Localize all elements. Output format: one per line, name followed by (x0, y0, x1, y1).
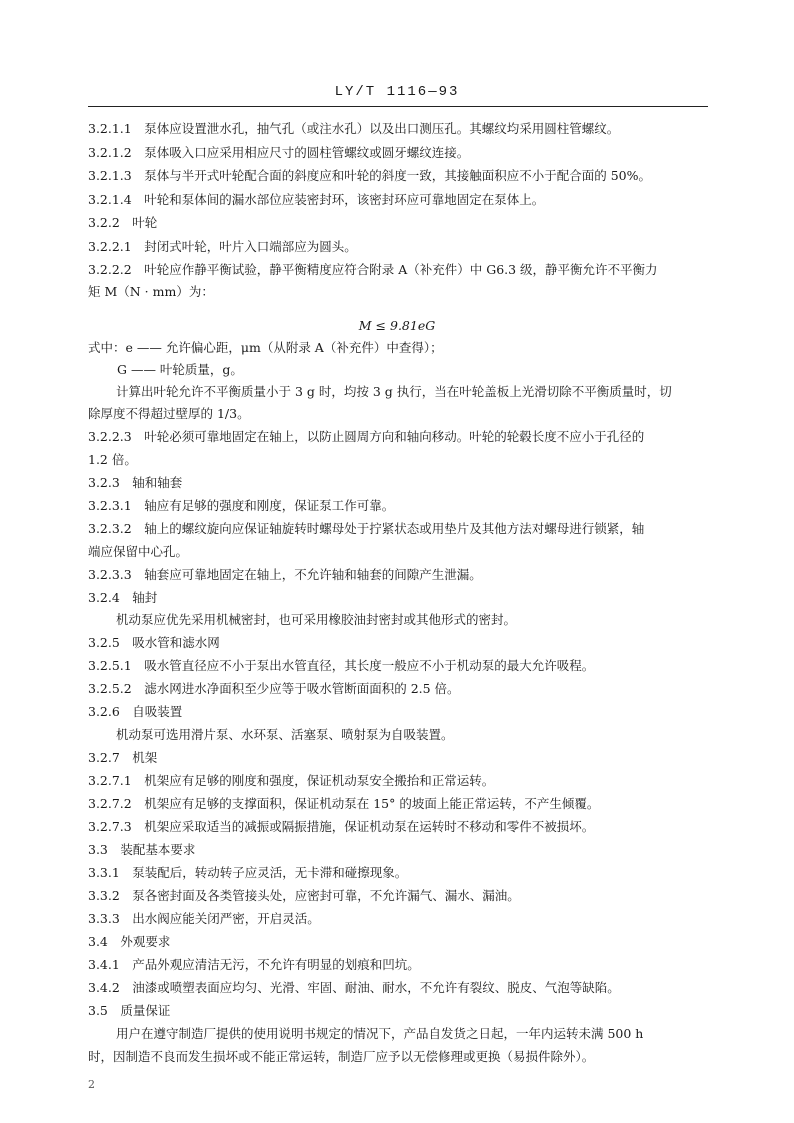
text-line: 3.2.7.2 机架应有足够的支撑面积，保证机动泵在 15° 的坡面上能正常运转，不产生倾覆。 (88, 796, 600, 811)
text-line: 3.2.1.3 泵体与半开式叶轮配合面的斜度应和叶轮的斜度一致，其接触面积应不小于配合面的 50%。 (88, 168, 651, 183)
formula-note: G —— 叶轮质量，g。 (117, 362, 243, 377)
text-line: 机动泵可选用滑片泵、水环泵、活塞泵、喷射泵为自吸装置。 (116, 727, 454, 742)
text-line: 3.2.1.2 泵体吸入口应采用相应尺寸的圆柱管螺纹或圆牙螺纹连接。 (88, 145, 470, 160)
text-line: 3.2.2.2 叶轮应作静平衡试验，静平衡精度应符合附录 A（补充件）中 G6.3 级，静平衡允许不平衡力 (88, 262, 658, 277)
page-header: LY/T 1116—93 (334, 84, 460, 100)
text-line: 端应保留中心孔。 (88, 544, 189, 559)
text-line: 机动泵应优先采用机械密封，也可采用橡胶油封密封或其他形式的密封。 (116, 612, 517, 627)
text-line: 矩 M（N · mm）为： (88, 284, 214, 299)
text-line: 计算出叶轮允许不平衡质量小于 3 g 时，均按 3 g 执行，当在叶轮盖板上光滑切除不平衡质量时，切 (116, 384, 672, 399)
text-line: 3.3.3 出水阀应能关闭严密，开启灵活。 (88, 911, 320, 926)
formula: M ≤ 9.81eG (358, 318, 436, 333)
section-heading: 3.2.2 叶轮 (88, 215, 158, 230)
text-line: 3.2.3.3 轴套应可靠地固定在轴上，不允许轴和轴套的间隙产生泄漏。 (88, 567, 482, 582)
text-line: 3.2.2.1 封闭式叶轮，叶片入口端部应为圆头。 (88, 239, 357, 254)
text-line: 3.2.1.1 泵体应设置泄水孔，抽气孔（或注水孔）以及出口测压孔。其螺纹均采用圆柱管螺纹。 (88, 121, 620, 136)
text-line: 3.3.2 泵各密封面及各类管接头处，应密封可靠，不允许漏气、漏水、漏油。 (88, 888, 520, 903)
text-line: 3.4.1 产品外观应清洁无污，不允许有明显的划痕和凹坑。 (88, 957, 420, 972)
text-line: 1.2 倍。 (88, 452, 137, 467)
text-line: 3.2.5.1 吸水管直径应不小于泵出水管直径，其长度一般应不小于机动泵的最大允许吸程。 (88, 658, 595, 673)
section-heading: 3.2.4 轴封 (88, 590, 158, 605)
text-line: 3.4.2 油漆或喷塑表面应均匀、光滑、牢固、耐油、耐水，不允许有裂纹、脱皮、气泡等缺陷。 (88, 980, 620, 995)
section-heading: 3.2.5 吸水管和滤水网 (88, 635, 220, 650)
formula-note: 式中：e —— 允许偏心距，μm（从附录 A（补充件）中查得）； (88, 340, 443, 355)
section-heading: 3.4 外观要求 (88, 934, 171, 949)
text-line: 3.2.3.2 轴上的螺纹旋向应保证轴旋转时螺母处于拧紧状态或用垫片及其他方法对螺母进行锁紧，轴 (88, 521, 645, 536)
text-line: 3.2.2.3 叶轮必须可靠地固定在轴上，以防止圆周方向和轴向移动。叶轮的轮毂长度不应小于孔径的 (88, 429, 645, 444)
text-line: 3.2.5.2 滤水网进水净面积至少应等于吸水管断面面积的 2.5 倍。 (88, 681, 460, 696)
text-line: 3.2.3.1 轴应有足够的强度和刚度，保证泵工作可靠。 (88, 498, 395, 513)
text-line: 3.3.1 泵装配后，转动转子应灵活，无卡滞和碰擦现象。 (88, 865, 408, 880)
header-rule (88, 106, 708, 107)
text-line: 3.2.1.4 叶轮和泵体间的漏水部位应装密封环，该密封环应可靠地固定在泵体上。 (88, 192, 545, 207)
page-number: 2 (88, 1078, 95, 1091)
section-heading: 3.3 装配基本要求 (88, 842, 196, 857)
text-line: 时，因制造不良而发生损坏或不能正常运转，制造厂应予以无偿修理或更换（易损件除外）。 (88, 1049, 595, 1064)
section-heading: 3.2.7 机架 (88, 750, 158, 765)
text-line: 3.2.7.1 机架应有足够的刚度和强度，保证机动泵安全搬抬和正常运转。 (88, 773, 495, 788)
section-heading: 3.5 质量保证 (88, 1003, 171, 1018)
text-line: 用户在遵守制造厂提供的使用说明书规定的情况下，产品自发货之日起，一年内运转未满 500 h (116, 1026, 644, 1041)
section-heading: 3.2.3 轴和轴套 (88, 475, 183, 490)
text-line: 除厚度不得超过壁厚的 1/3。 (88, 406, 250, 421)
text-line: 3.2.7.3 机架应采取适当的减振或隔振措施，保证机动泵在运转时不移动和零件不被损坏。 (88, 819, 595, 834)
section-heading: 3.2.6 自吸装置 (88, 704, 183, 719)
